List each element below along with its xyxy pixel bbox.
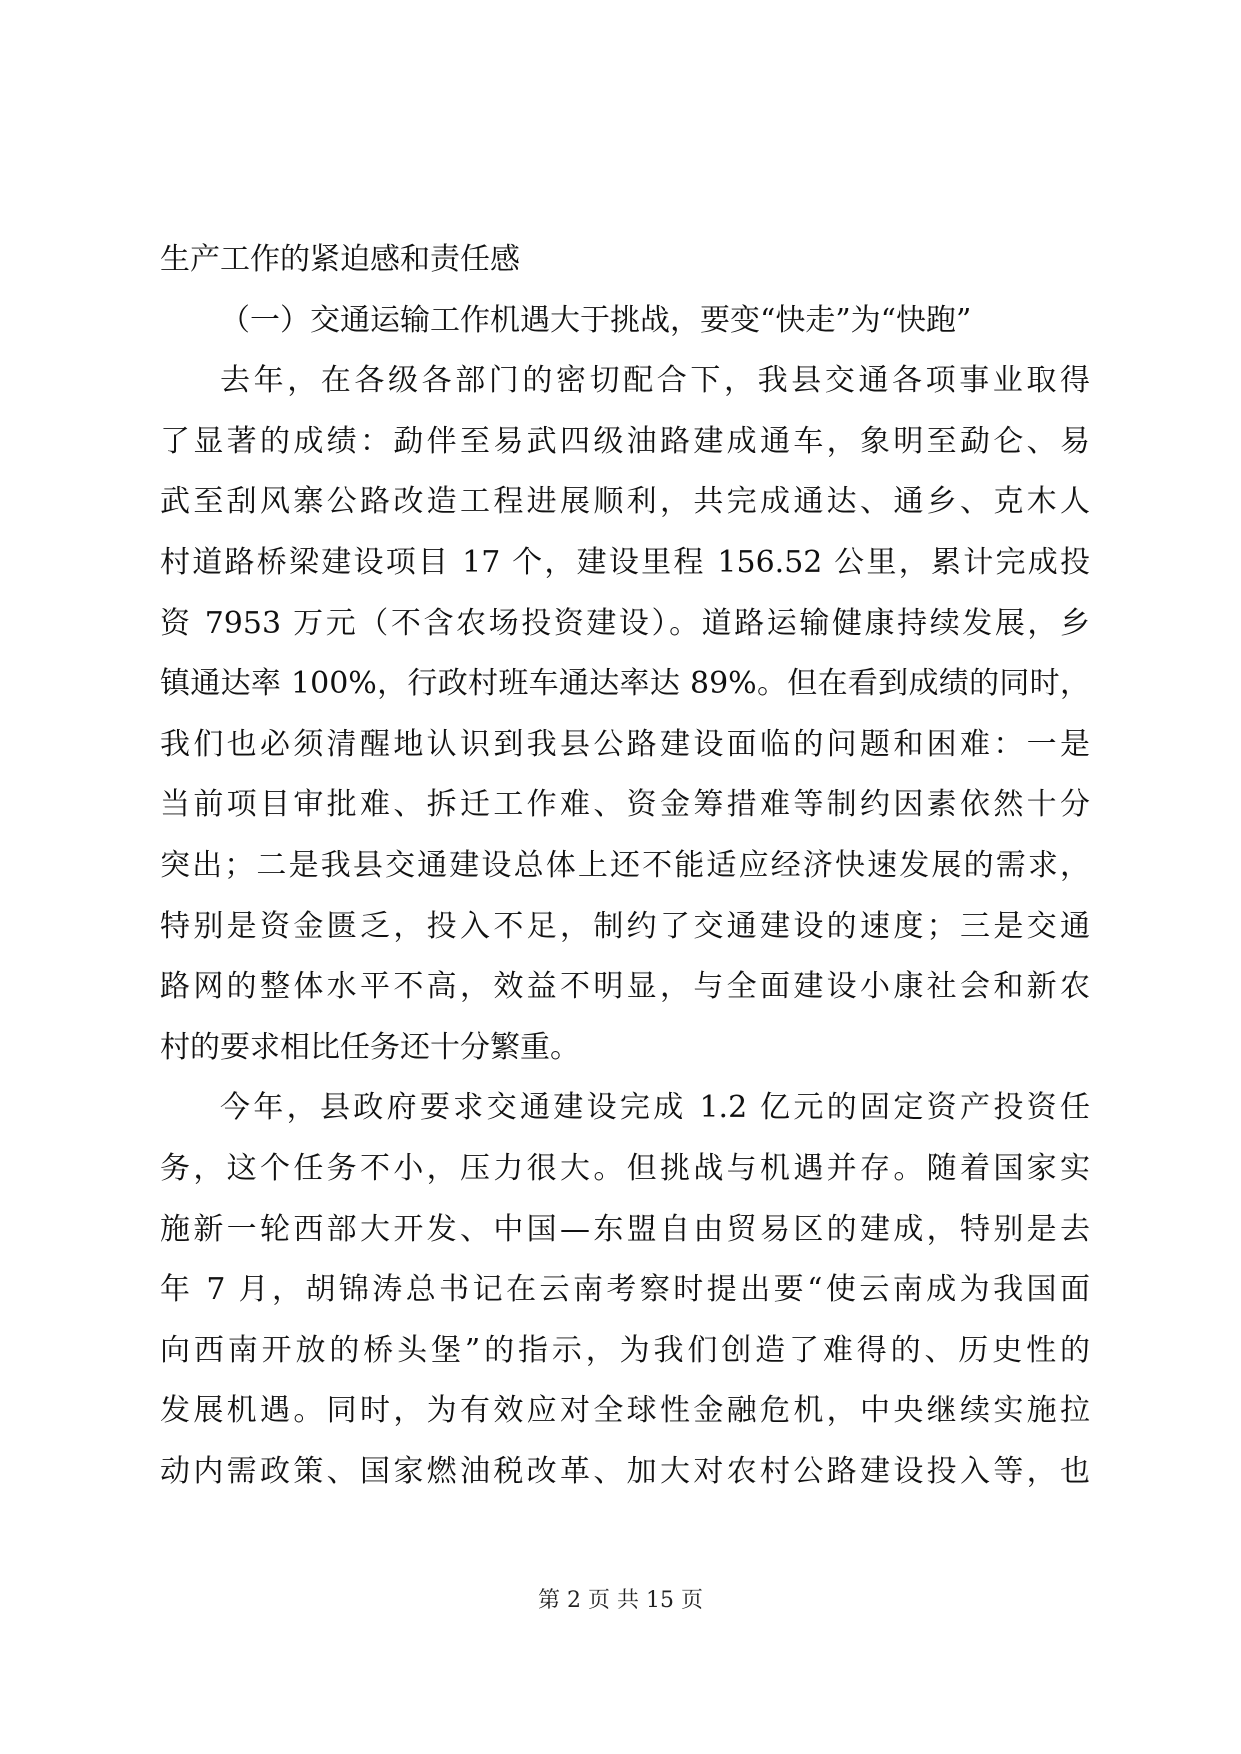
text-line: 我们也必须清醒地认识到我县公路建设面临的问题和困难：一是: [160, 726, 1090, 762]
text-line: 动内需政策、国家燃油税改革、加大对农村公路建设投入等，也: [160, 1453, 1090, 1489]
text-line: 镇通达率 100%，行政村班车通达率达 89%。但在看到成绩的同时，: [160, 666, 1090, 702]
text-line: 特别是资金匮乏，投入不足，制约了交通建设的速度；三是交通: [160, 908, 1090, 944]
text-line: 施新一轮西部大开发、中国—东盟自由贸易区的建成，特别是去: [160, 1211, 1090, 1247]
text-line: 去年，在各级各部门的密切配合下，我县交通各项事业取得: [220, 363, 1090, 399]
text-line: 突出；二是我县交通建设总体上还不能适应经济快速发展的需求，: [160, 847, 1090, 883]
text-line: 了显著的成绩：勐伴至易武四级油路建成通车，象明至勐仑、易: [160, 423, 1090, 459]
text-line: 发展机遇。同时，为有效应对全球性金融危机，中央继续实施拉: [160, 1393, 1090, 1429]
text-line: 年 7 月，胡锦涛总书记在云南考察时提出要“使云南成为我国面: [160, 1272, 1090, 1308]
text-line: 路网的整体水平不高，效益不明显，与全面建设小康社会和新农: [160, 969, 1090, 1005]
text-line: 村的要求相比任务还十分繁重。: [160, 1029, 580, 1065]
text-line: 资 7953 万元（不含农场投资建设）。道路运输健康持续发展，乡: [160, 605, 1090, 641]
text-line: 村道路桥梁建设项目 17 个，建设里程 156.52 公里，累计完成投: [160, 544, 1090, 580]
text-line: 今年，县政府要求交通建设完成 1.2 亿元的固定资产投资任: [220, 1090, 1090, 1126]
text-line: 向西南开放的桥头堡”的指示，为我们创造了难得的、历史性的: [160, 1332, 1090, 1368]
page-footer: 第 2 页 共 15 页: [538, 1588, 703, 1613]
text-line: 武至刮风寨公路改造工程进展顺利，共完成通达、通乡、克木人: [160, 484, 1090, 520]
text-line: 生产工作的紧迫感和责任感: [160, 242, 520, 277]
text-line: （一）交通运输工作机遇大于挑战，要变“快走”为“快跑”: [220, 302, 972, 338]
document-body: [160, 230, 1090, 1502]
text-line: 务，这个任务不小，压力很大。但挑战与机遇并存。随着国家实: [160, 1150, 1090, 1186]
text-line: 当前项目审批难、拆迁工作难、资金筹措难等制约因素依然十分: [160, 787, 1090, 823]
